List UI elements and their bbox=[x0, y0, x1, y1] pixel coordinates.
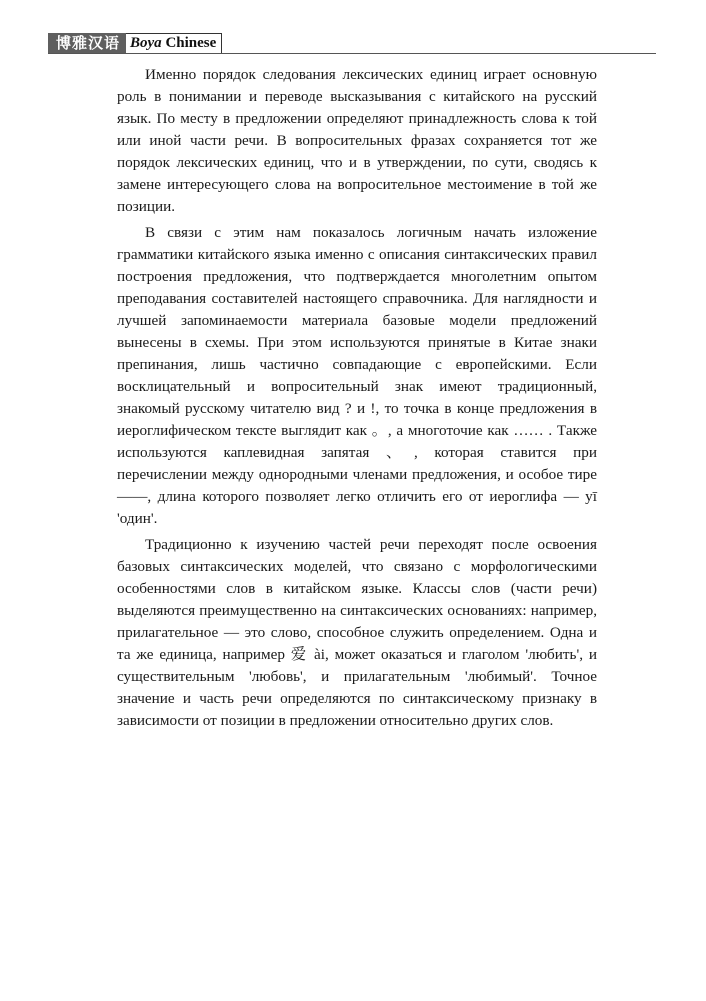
series-title-chinese-word: Chinese bbox=[165, 35, 217, 51]
paragraph-2: В связи с этим нам показалось логичным начать изложение грамматики китайского языка именно с описания синтаксических правил построения предложения, что подтверждается многолетним опытом преподавания составителей настоящего справочника. Для наглядности и лучшей запоминаемости материала базовые модели предложений вынесены в схемы. При этом используются принятые в Китае знаки препинания, лишь частично совпадающие с европейскими. Если восклицательный и вопросительный знак имеют традиционный, знакомый русскому читателю вид ? и !, то точка в конце предложения в иероглифическом тексте выглядит как 。, а многоточие как …… . Также используются каплевидная запятая 、, которая ставится при перечислении между однородными членами предложения, и особое тире ——, длина которого позволяет легко отличить его от иероглифа — yī 'один'. bbox=[117, 224, 597, 527]
paragraph-1: Именно порядок следования лексических единиц играет основную роль в понимании и переводе высказывания с китайского на русский язык. По месту в предложении определяют принадлежность слова к той или иной части речи. В вопросительных фразах сохраняется тот же порядок лексических единиц, что и в утверждении, по сути, сводясь к замене интересующего слова на вопросительное местоимение в той же позиции. bbox=[117, 66, 597, 215]
header-rule bbox=[48, 53, 656, 54]
series-title-chinese: 博雅汉语 bbox=[48, 33, 126, 54]
series-title-english bbox=[126, 33, 222, 54]
paragraph-3: Традиционно к изучению частей речи переходят после освоения базовых синтаксических моделей, что связано с морфологическими особенностями слов в китайском языке. Классы слов (части речи) выделяются преимущественно на синтаксических основаниях: например, прилагательное — это слово, способное служить определением. Одна и та же единица, например 爱 ài, может оказаться и глаголом 'любить', и существительным 'любовь', и прилагательным 'любимый'. Точное значение и часть речи определяются по синтаксическому признаку в зависимости от позиции в предложении относительно других слов. bbox=[117, 536, 597, 729]
body-text bbox=[117, 64, 597, 736]
running-header bbox=[48, 33, 222, 54]
series-title-boya: Boya bbox=[130, 35, 162, 51]
